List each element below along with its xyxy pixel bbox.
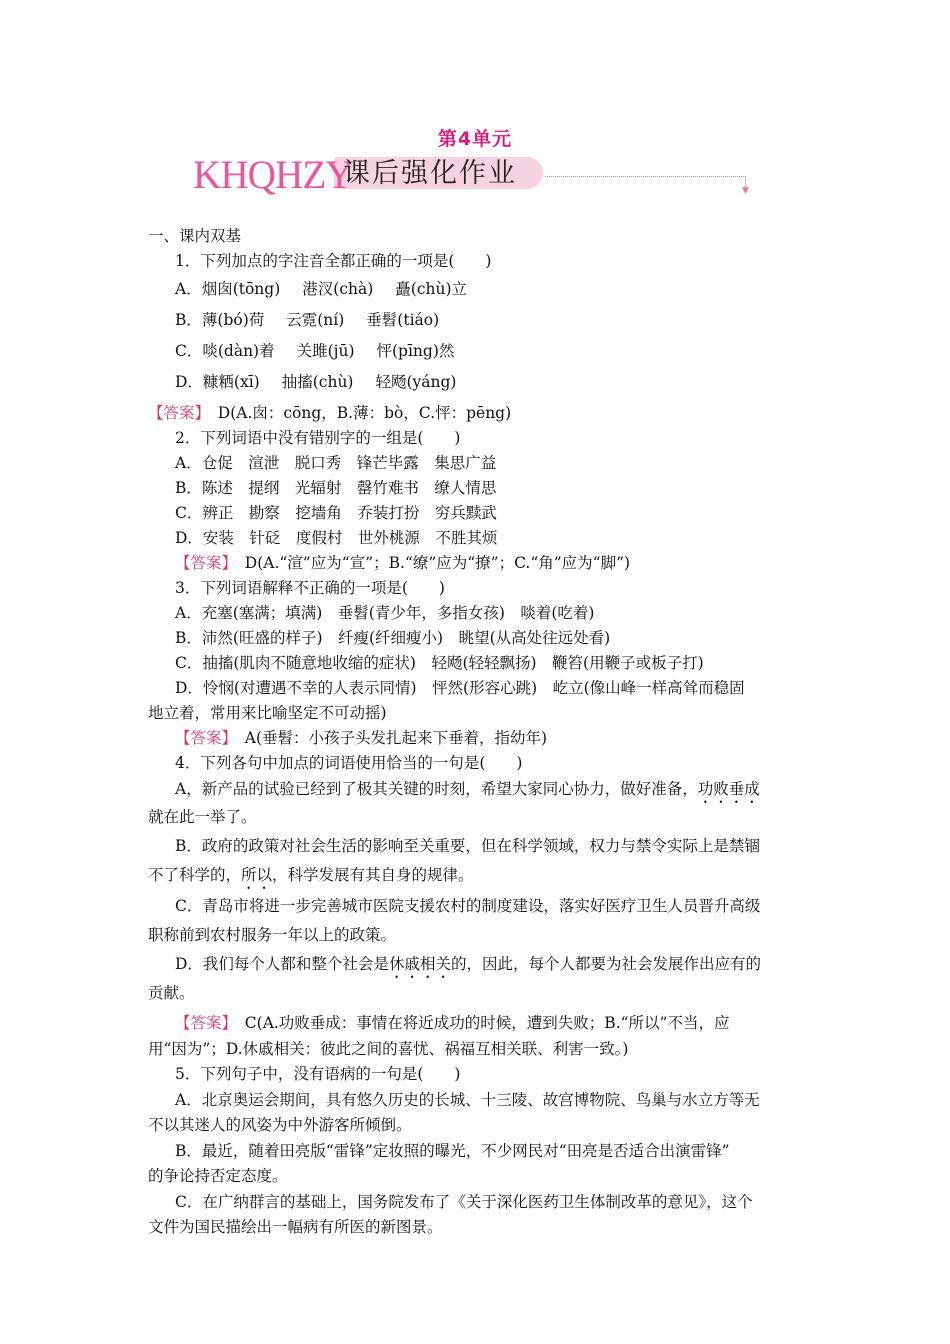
question-3-option-c: C．抽搐(肌肉不随意地收缩的症状) 轻飏(轻轻飘扬) 鞭笞(用鞭子或板子打) bbox=[175, 654, 704, 672]
answer-tag: 【答案】 bbox=[175, 554, 230, 572]
answer-text: A(垂髫：小孩子头发扎起来下垂着，指幼年) bbox=[244, 729, 548, 747]
answer-tag: 【答案】 bbox=[175, 1014, 230, 1032]
banner-title: 课后强化作业 bbox=[343, 158, 517, 189]
question-1-option-d bbox=[148, 367, 808, 398]
question-4-option-a-line2: 就在此一举了。 bbox=[148, 808, 257, 826]
answer-text: D(A.“渲”应为“宣”；B.“缭”应为“撩”；C.“角”应为“脚”) bbox=[244, 554, 631, 572]
section-heading: 一、课内双基 bbox=[148, 227, 242, 245]
question-4-option-d-line2: 贡献。 bbox=[148, 984, 195, 1002]
option-part: B．薄(bó)荷 bbox=[175, 311, 265, 329]
question-5-option-a-line2: 不以其迷人的风姿为中外游客所倾倒。 bbox=[148, 1116, 412, 1134]
question-4-stem: 4．下列各句中加点的词语使用恰当的一句是( ) bbox=[175, 754, 523, 772]
answer-tag: 【答案】 bbox=[148, 404, 203, 422]
question-3-option-d-line1: D．怜悯(对遭遇不幸的人表示同情) 怦然(形容心跳) 屹立(像山峰一样高耸而稳固 bbox=[175, 679, 745, 697]
question-1-option-a bbox=[148, 274, 808, 305]
question-2-option-d: D．安装 针砭 度假村 世外桃源 不胜其烦 bbox=[175, 529, 498, 547]
option-part: 怦(pīng)然 bbox=[376, 342, 455, 360]
sentence-text: 的，因此，每个人都要为社会发展作出应有的 bbox=[450, 955, 761, 973]
question-2-option-a: A．仓促 渲泄 脱口秀 锋芒毕露 集思广益 bbox=[175, 454, 497, 472]
answer-tag: 【答案】 bbox=[175, 729, 230, 747]
question-4-option-c-line1: C．青岛市将进一步完善城市医院支援农村的制度建设，落实好医疗卫生人员晋升高级 bbox=[175, 897, 761, 915]
option-part: 港汊(chà) bbox=[302, 280, 374, 298]
question-5-option-b-line1: B．最近，随着田亮版“雷锋”定妆照的曝光，不少网民对“田亮是否适合出演雷锋” bbox=[175, 1142, 730, 1160]
question-2-stem: 2．下列词语中没有错别字的一组是( ) bbox=[175, 429, 461, 447]
question-4-option-b-line1: B．政府的政策对社会生活的影响至关重要，但在科学领域，权力与禁令实际上是禁锢 bbox=[175, 837, 760, 855]
exercise-content bbox=[148, 224, 808, 1240]
question-3-option-b: B．沛然(旺盛的样子) 纤瘦(纤细瘦小) 眺望(从高处往远处看) bbox=[175, 629, 611, 647]
question-1-option-b bbox=[148, 305, 808, 336]
homework-banner bbox=[193, 153, 763, 199]
question-5-stem: 5．下列句子中，没有语病的一句是( ) bbox=[175, 1065, 461, 1083]
question-5-option-a-line1: A．北京奥运会期间，具有悠久历史的长城、十三陵、故宫博物院、鸟巢与水立方等无 bbox=[175, 1091, 760, 1109]
option-part: C．啖(dàn)着 bbox=[175, 342, 275, 360]
option-part: 抽搐(chù) bbox=[281, 373, 354, 391]
question-4-option-d-line1 bbox=[148, 950, 808, 979]
option-part: 云霓(ní) bbox=[286, 311, 345, 329]
banner-code: KHQHZY bbox=[193, 152, 353, 197]
unit-title: 第4单元 bbox=[437, 128, 513, 150]
question-4-answer-line2: 用“因为”；D.休戚相关：彼此之间的喜忧、祸福互相关联、利害一致。) bbox=[148, 1040, 629, 1058]
question-3-option-a: A．充塞(塞满；填满) 垂髫(青少年，多指女孩) 啖着(吃着) bbox=[175, 604, 595, 622]
question-2-option-c: C．辨正 勘察 挖墙角 乔装打扮 穷兵黩武 bbox=[175, 504, 497, 522]
question-5-option-b-line2: 的争论持否定态度。 bbox=[148, 1167, 288, 1185]
question-4-option-c-line2: 职称前到农村服务一年以上的政策。 bbox=[148, 926, 397, 944]
question-5-option-c-line1: C．在广纳群言的基础上，国务院发布了《关于深化医药卫生体制改革的意见》，这个 bbox=[175, 1193, 753, 1211]
question-5-option-c-line2: 文件为国民描绘出一幅病有所医的新图景。 bbox=[148, 1218, 443, 1236]
option-part: D．糠粞(xī) bbox=[175, 373, 260, 391]
question-3-answer bbox=[148, 726, 808, 751]
question-1-answer bbox=[148, 398, 808, 426]
option-part: A．烟囱(tōng) bbox=[175, 280, 281, 298]
dotted-word: 所以 bbox=[241, 866, 273, 884]
question-3-option-d-line2: 地立着，常用来比喻坚定不可动摇) bbox=[148, 704, 387, 722]
dotted-word: 休戚相关 bbox=[388, 955, 451, 973]
answer-text: D(A.囱：cōng，B.薄：bò，C.怦：pēng) bbox=[217, 404, 512, 422]
question-2-answer bbox=[148, 551, 808, 576]
sentence-text: D．我们每个人都和整个社会是 bbox=[175, 955, 389, 973]
sentence-text: ，科学发展有其自身的规律。 bbox=[272, 866, 474, 884]
question-4-option-b-line2 bbox=[148, 861, 808, 892]
option-part: 关雎(jū) bbox=[296, 342, 355, 360]
option-part: 垂髫(tiáo) bbox=[366, 311, 440, 329]
question-4-answer-line1 bbox=[148, 1010, 808, 1037]
question-1-option-c bbox=[148, 336, 808, 367]
option-part: 轻飏(yáng) bbox=[375, 373, 457, 391]
dotted-word: 功败垂成 bbox=[697, 780, 760, 798]
question-1-stem: 1．下列加点的字注音全都正确的一项是( ) bbox=[175, 252, 492, 270]
question-3-stem: 3．下列词语解释不正确的一项是( ) bbox=[175, 579, 445, 597]
sentence-text: 不了科学的， bbox=[148, 866, 242, 884]
question-2-option-b: B．陈述 提纲 光辐射 罄竹难书 缭人情思 bbox=[175, 479, 497, 497]
down-arrow-icon: ▼ bbox=[742, 186, 749, 196]
sentence-text: A，新产品的试验已经到了极其关键的时刻，希望大家同心协力，做好准备， bbox=[175, 780, 698, 798]
banner-dotted-line bbox=[545, 176, 746, 177]
option-part: 矗(chù)立 bbox=[395, 280, 468, 298]
answer-text: C(A.功败垂成：事情在将近成功的时候，遭到失败；B.“所以”不当，应 bbox=[244, 1014, 730, 1032]
question-4-option-a-line1 bbox=[148, 776, 808, 803]
